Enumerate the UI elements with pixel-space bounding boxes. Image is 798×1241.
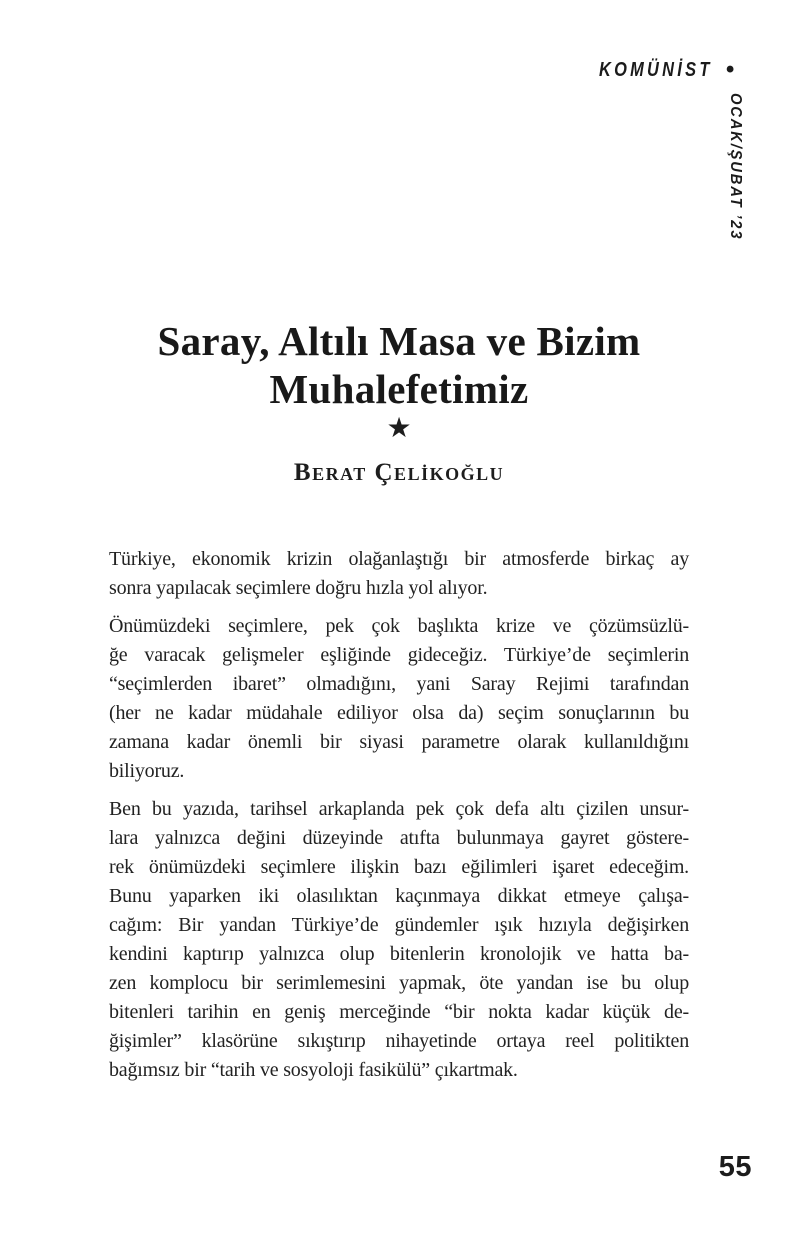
journal-name: KOMÜNİST [598,58,713,81]
paragraph-line: kendini kaptırıp yalnızca olup bitenlerin kronolojik ve hatta ba- [109,943,689,965]
article-title [109,317,689,413]
masthead [574,58,734,82]
paragraph-line: (her ne kadar müdahale ediliyor olsa da) seçim sonuçlarının bu [109,702,689,724]
paragraph-line: Ben bu yazıda, tarihsel arkaplanda pek çok defa altı çizilen unsur- [109,798,689,820]
paragraph-line: ğişimler” klasörüne sıkıştırıp nihayetinde ortaya reel politikten [109,1030,689,1052]
paragraph [109,545,689,603]
issue-date-vertical: OCAK/ŞUBAT ’23 [727,93,744,241]
paragraph-line: bağımsız bir “tarih ve sosyoloji fasikülü” çıkartmak. [109,1059,518,1081]
article-body [109,545,689,1094]
paragraph-line: Türkiye, ekonomik krizin olağanlaştığı bir atmosferde birkaç ay [109,548,689,570]
paragraph-line: zamana kadar önemli bir siyasi parametre olarak kullanıldığını [109,731,689,753]
article-title-line-1: Saray, Altılı Masa ve Bizim [157,318,641,364]
paragraph [109,795,689,1085]
paragraph-line: Önümüzdeki seçimlere, pek çok başlıkta krize ve çözümsüzlü- [109,615,689,637]
paragraph-line: bitenleri tarihin en geniş merceğinde “bir nokta kadar küçük de- [109,1001,689,1023]
paragraph-line: biliyoruz. [109,760,185,782]
paragraph-line: rek önümüzdeki seçimlere ilişkin bazı eğilimleri işaret edeceğim. [109,856,689,878]
paragraph-line: ğe varacak gelişmeler eşliğinde gideceğiz. Türkiye’de seçimlerin [109,644,689,666]
paragraph [109,612,689,786]
paragraph-line: cağım: Bir yandan Türkiye’de gündemler ışık hızıyla değişirken [109,914,689,936]
paragraph-line: sonra yapılacak seçimlere doğru hızla yol alıyor. [109,577,488,599]
page-number: 55 [718,1151,752,1183]
paragraph-line: lara yalnızca değini düzeyinde atıfta bulunmaya gayret göstere- [109,827,689,849]
article-title-line-2: Muhalefetimiz [269,366,529,412]
star-divider-icon: ★ [386,413,412,444]
masthead-dot-icon: • [725,56,734,83]
paragraph-line: Bunu yaparken iki olasılıktan kaçınmaya dikkat etmeye çalışa- [109,885,689,907]
author-name: Berat Çelikoğlu [293,459,505,486]
paragraph-line: zen komplocu bir serimlemesini yapmak, öte yandan ise bu olup [109,972,689,994]
paragraph-line: “seçimlerden ibaret” olmadığını, yani Saray Rejimi tarafından [109,673,689,695]
